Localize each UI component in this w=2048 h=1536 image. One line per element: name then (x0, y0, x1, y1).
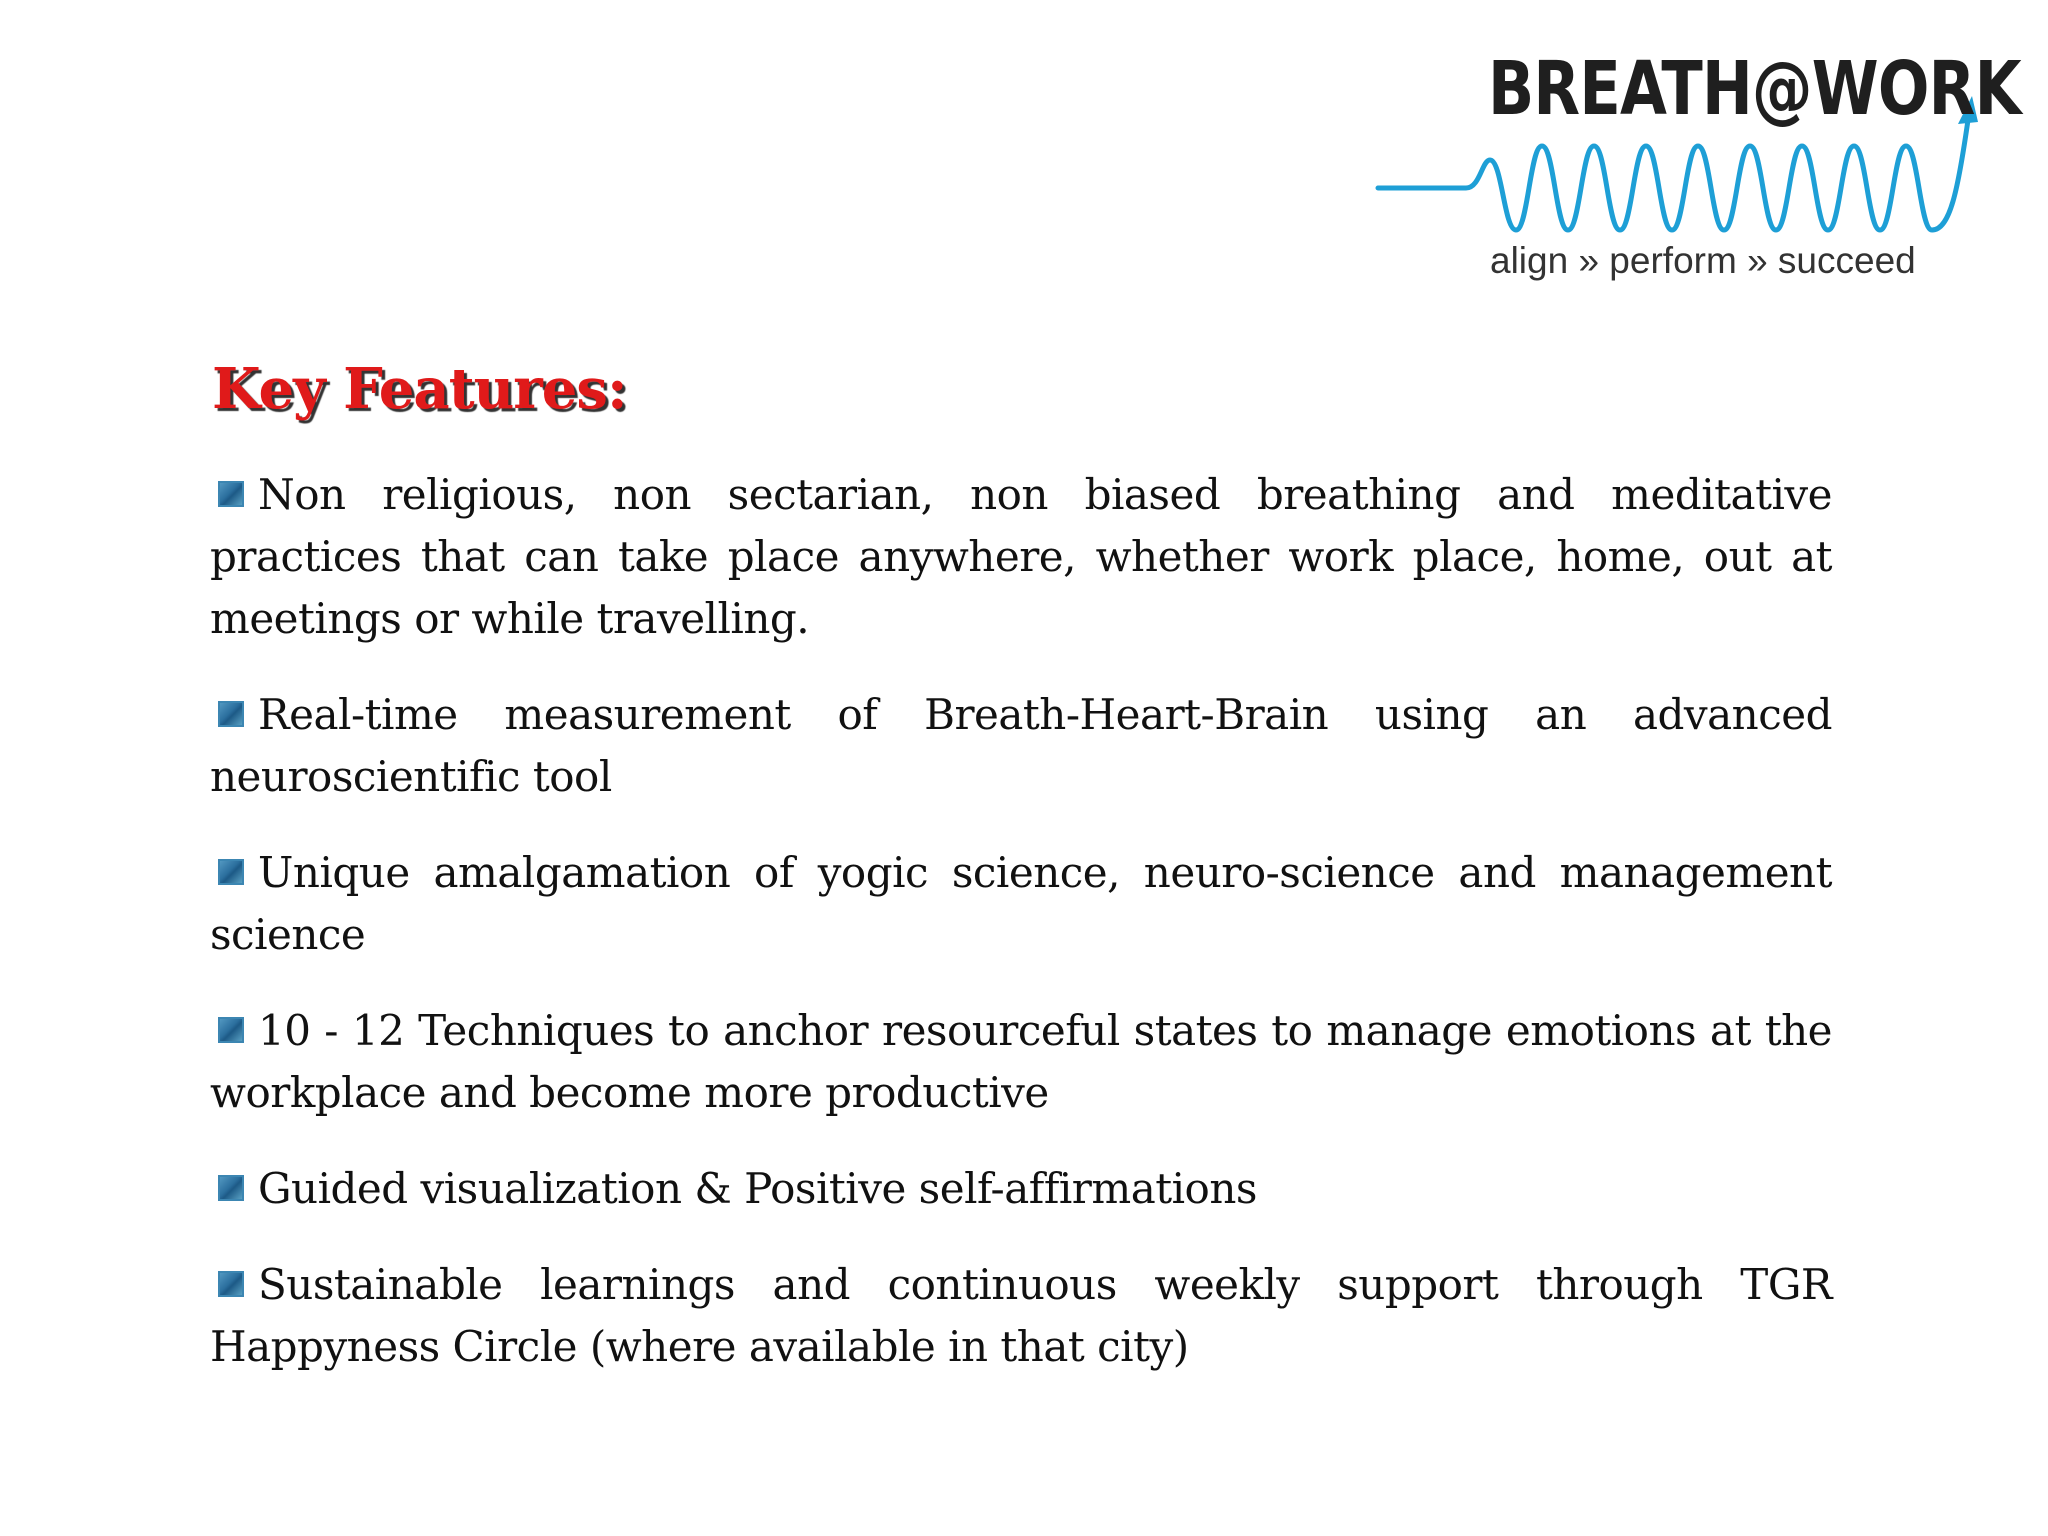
feature-text: 10 - 12 Techniques to anchor resourceful states to manage emotions at the workplace and become more productive (210, 1006, 1832, 1117)
list-item (210, 842, 1832, 966)
list-item (210, 1000, 1832, 1124)
feature-text: Non religious, non sectarian, non biased breathing and meditative practices that can take place anywhere, whether work place, home, out at meetings or while travelling. (210, 470, 1832, 643)
feature-list (210, 464, 1832, 1412)
feature-text: Sustainable learnings and continuous weekly support through TGR Happyness Circle (where available in that city) (210, 1260, 1832, 1371)
list-item (210, 464, 1832, 650)
square-bullet-icon (218, 1271, 244, 1297)
feature-text: Guided visualization & Positive self-affirmations (258, 1164, 1257, 1213)
square-bullet-icon (218, 859, 244, 885)
page-title: Key Features: (212, 356, 627, 422)
logo-tagline: align » perform » succeed (1490, 240, 1916, 281)
square-bullet-icon (218, 481, 244, 507)
feature-text: Real-time measurement of Breath-Heart-Brain using an advanced neuroscientific tool (210, 690, 1832, 801)
breath-at-work-logo (1370, 40, 2020, 300)
list-item (210, 1158, 1832, 1220)
logo-brand-text: BREATH@WORK (1488, 46, 2021, 132)
square-bullet-icon (218, 1175, 244, 1201)
square-bullet-icon (218, 701, 244, 727)
feature-text: Unique amalgamation of yogic science, neuro-science and management science (210, 848, 1832, 959)
list-item (210, 684, 1832, 808)
list-item (210, 1254, 1832, 1378)
square-bullet-icon (218, 1017, 244, 1043)
